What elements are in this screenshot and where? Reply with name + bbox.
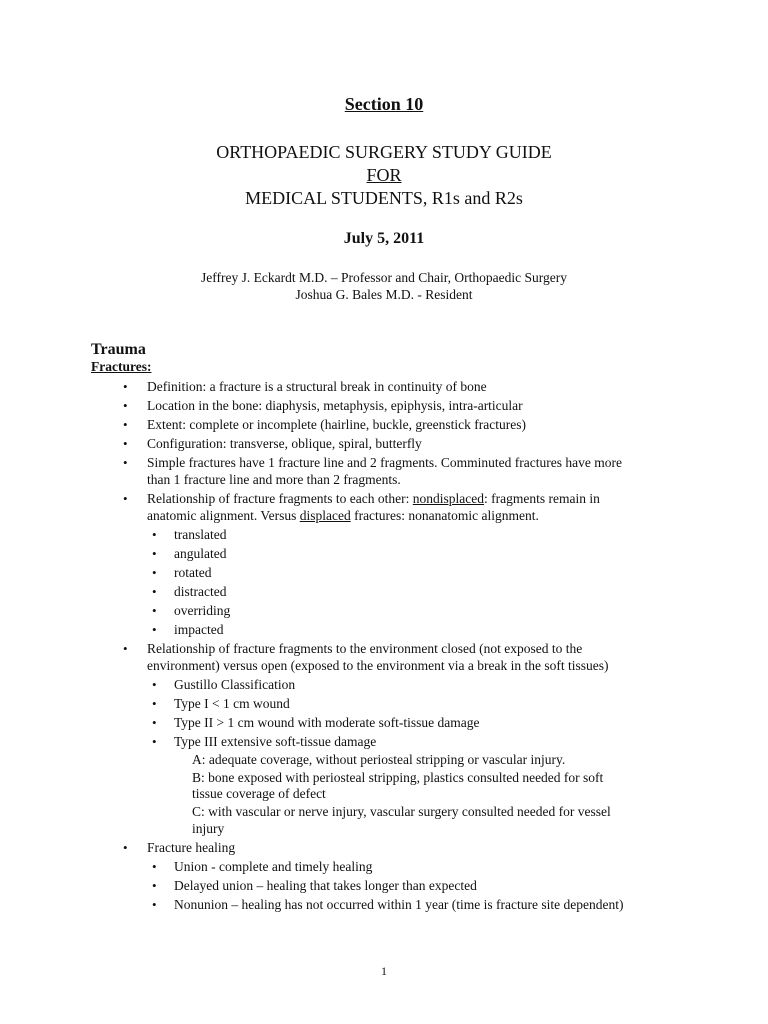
list-item-simple-fractures-cont: than 1 fracture line and more than 2 fragments. [147, 472, 401, 487]
list-item-relationship-environment: Relationship of fracture fragments to the environment closed (not exposed to the [147, 641, 583, 656]
bullet-marker [152, 695, 157, 712]
bullet-marker [152, 877, 157, 894]
bullet-marker [123, 839, 128, 856]
healing-item: Nonunion – healing has not occurred within 1 year (time is fracture site dependent) [174, 897, 624, 912]
type3-subitem-b-cont: tissue coverage of defect [192, 786, 326, 801]
document-title-line-3: MEDICAL STUDENTS, R1s and R2s [245, 188, 523, 208]
list-item-location: Location in the bone: diaphysis, metaphysis, epiphysis, intra-articular [147, 398, 523, 413]
list-item-definition: Definition: a fracture is a structural break in continuity of bone [147, 379, 487, 394]
list-item-extent: Extent: complete or incomplete (hairline, buckle, greenstick fractures) [147, 417, 526, 432]
bullet-marker [123, 416, 128, 433]
document-title-line-1: ORTHOPAEDIC SURGERY STUDY GUIDE [216, 142, 552, 162]
term-nondisplaced: nondisplaced [412, 491, 485, 506]
author-line-2: Joshua G. Bales M.D. - Resident [295, 287, 473, 302]
bullet-marker [152, 545, 157, 562]
bullet-marker [152, 714, 157, 731]
healing-item: Delayed union – healing that takes longer than expected [174, 878, 477, 893]
bullet-marker [123, 435, 128, 452]
bullet-marker [152, 858, 157, 875]
text-run: : fragments remain in [484, 491, 600, 506]
list-item-simple-fractures: Simple fractures have 1 fracture line and 2 fragments. Comminuted fractures have more [147, 455, 622, 470]
displacement-type: angulated [174, 546, 227, 561]
bullet-marker [152, 621, 157, 638]
displacement-type: impacted [174, 622, 224, 637]
bullet-marker [152, 583, 157, 600]
bullet-marker [123, 640, 128, 657]
type3-subitem-a: A: adequate coverage, without periosteal stripping or vascular injury. [192, 752, 566, 767]
text-run: Relationship of fracture fragments to each other: [147, 491, 413, 506]
bullet-marker [152, 896, 157, 913]
list-item-configuration: Configuration: transverse, oblique, spiral, butterfly [147, 436, 422, 451]
bullet-marker [123, 454, 128, 471]
page-number: 1 [381, 964, 387, 978]
bullet-marker [152, 602, 157, 619]
gustillo-item: Type III extensive soft-tissue damage [174, 734, 377, 749]
bullet-marker [152, 564, 157, 581]
healing-item: Union - complete and timely healing [174, 859, 373, 874]
type3-subitem-c: C: with vascular or nerve injury, vascular surgery consulted needed for vessel [192, 804, 611, 819]
list-item-fracture-healing: Fracture healing [147, 840, 236, 855]
gustillo-item: Type II > 1 cm wound with moderate soft-tissue damage [174, 715, 480, 730]
bullet-marker [123, 378, 128, 395]
list-item-relationship-fragments [147, 490, 600, 507]
bullet-marker [123, 490, 128, 507]
section-heading-trauma: Trauma [91, 341, 146, 358]
gustillo-item: Gustillo Classification [174, 677, 296, 692]
document-title-line-2: FOR [366, 165, 402, 185]
bullet-marker [123, 397, 128, 414]
displacement-type: distracted [174, 584, 227, 599]
term-displaced: displaced [299, 508, 351, 523]
displacement-type: rotated [174, 565, 212, 580]
displacement-type: translated [174, 527, 227, 542]
bullet-marker [152, 526, 157, 543]
subheading-fractures: Fractures: [91, 359, 152, 374]
author-line-1: Jeffrey J. Eckardt M.D. – Professor and Chair, Orthopaedic Surgery [201, 270, 567, 285]
displacement-type: overriding [174, 603, 231, 618]
list-item-relationship-fragments-cont [147, 507, 539, 524]
section-title: Section 10 [344, 94, 424, 114]
type3-subitem-b: B: bone exposed with periosteal stripping, plastics consulted needed for soft [192, 770, 604, 785]
bullet-marker [152, 733, 157, 750]
type3-subitem-c-cont: injury [192, 821, 225, 836]
text-run: anatomic alignment. Versus [147, 508, 300, 523]
bullet-marker [152, 676, 157, 693]
text-run: fractures: nonanatomic alignment. [350, 508, 539, 523]
document-date: July 5, 2011 [343, 230, 425, 247]
list-item-relationship-environment-cont: environment) versus open (exposed to the environment via a break in the soft tissues) [147, 658, 609, 673]
gustillo-item: Type I < 1 cm wound [174, 696, 290, 711]
